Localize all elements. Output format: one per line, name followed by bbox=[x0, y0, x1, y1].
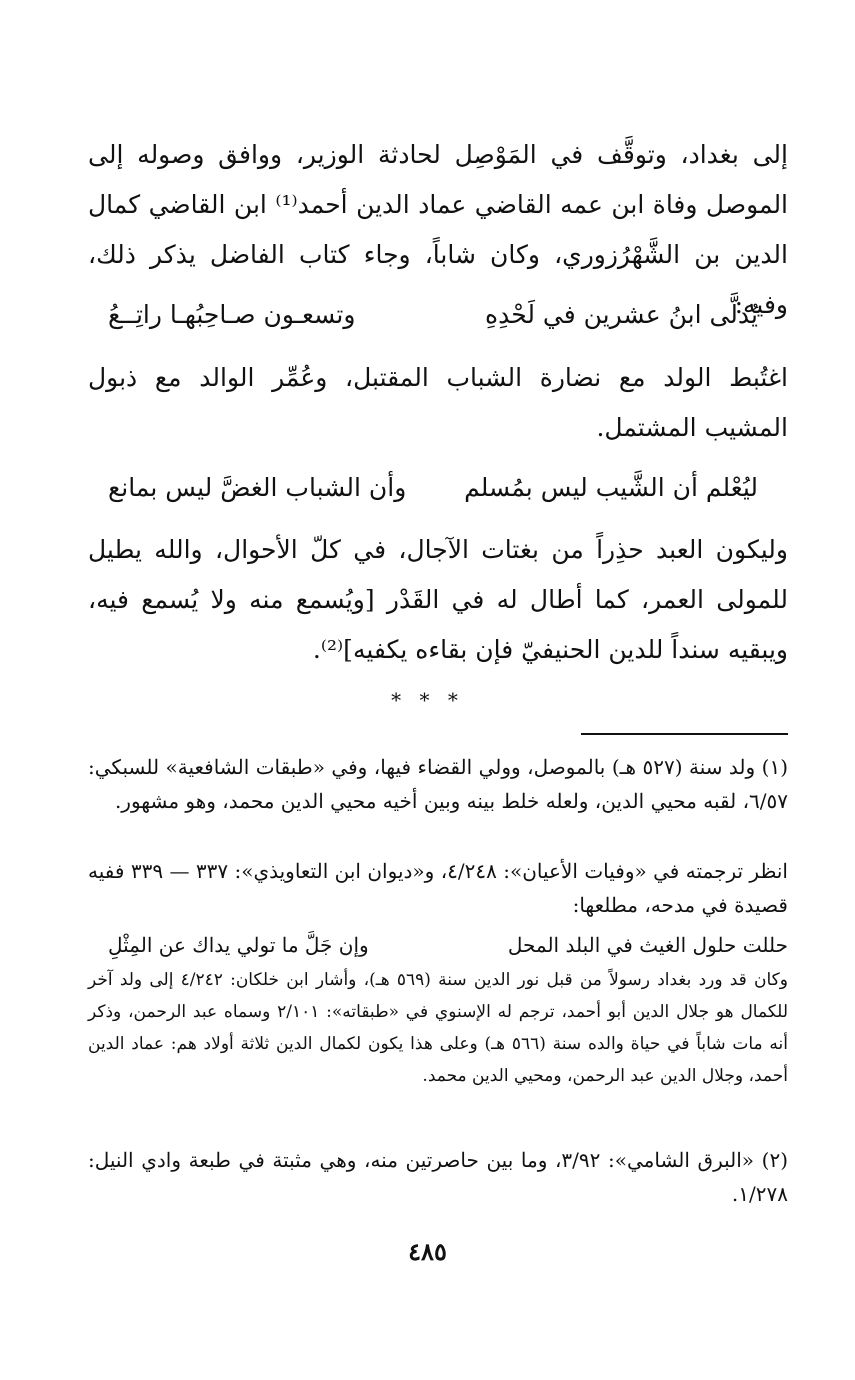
section-separator: * * * bbox=[391, 688, 464, 712]
verse-2-second-hemistich: وأن الشباب الغضَّ ليس بمانع bbox=[108, 473, 407, 502]
verse-2 bbox=[88, 463, 788, 513]
page-number: ٤٨٥ bbox=[408, 1237, 447, 1266]
main-paragraph-2: اغتُبط الولد مع نضارة الشباب المقتبل، وعُمِّر الوالد مع ذبول المشيب المشتمل. bbox=[88, 363, 788, 442]
footnote-1-continuation: وكان قد ورد بغداد رسولاً من قبل نور الدين سنة (٥٦٩ هـ)، وأشار ابن خلكان: ٤/٢٤٢ إلى ولد آخر للكمال هو جلال الدين أبو أحمد، ترجم له الإسنوي في «طبقاته»: ٢/١٠١ وسماه عبد الرحمن، وذكر أنه مات شاباً في حياة والده سنة (٥٦٦ هـ) وعلى هذا يكون لكمال الدين ثلاثة أولاد هم: عماد الدين أحمد، وجلال الدين عبد الرحمن، ومحيي الدين محمد. bbox=[88, 970, 788, 1086]
footnote-1: (١) ولد سنة (٥٢٧ هـ) بالموصل، وولي القضاء فيها، وفي «طبقات الشافعية» للسبكي: ٦/٥٧، لقبه محيي الدين، ولعله خلط بينه وبين أخيه محيي الدين محمد، وهو مشهور. bbox=[88, 755, 788, 813]
footnote-2: (٢) «البرق الشامي»: ٣/٩٢، وما بين حاصرتين منه، وهي مثبتة في طبعة وادي النيل: ١/٢٧٨. bbox=[88, 1148, 788, 1206]
footnote-verse bbox=[88, 928, 788, 962]
verse-2-first-hemistich: ليُعْلم أن الشَّيب ليس بمُسلم bbox=[464, 473, 758, 502]
main-paragraph-1: إلى بغداد، وتوقَّف في المَوْصِل لحادثة الوزير، ووافق وصوله إلى الموصل وفاة ابن عمه القاضي عماد الدين أحمد⁽¹⁾ ابن القاضي كمال الدين بن الشَّهْرُزوري، وكان شاباً، وجاء كتاب الفاضل يذكر ذلك، وفيه: bbox=[88, 140, 789, 319]
footnote-verse-first-hemistich: حللت حلول الغيث في البلد المحل bbox=[507, 933, 788, 957]
main-paragraph-3: وليكون العبد حذِراً من بغتات الآجال، في كلّ الأحوال، والله يطيل للمولى العمر، كما أطال له في القَدْر [ويُسمع منه ولا يُسمع فيه، ويبقيه سنداً للدين الحنيفيّ فإن بقاءه يكفيه]⁽²⁾. bbox=[88, 535, 788, 664]
footnote-rule bbox=[581, 733, 788, 735]
verse-1-second-hemistich: وتسعـون صـاحِبُهـا راتِــعُ bbox=[108, 300, 356, 329]
footnote-1-reference: انظر ترجمته في «وفيات الأعيان»: ٤/٢٤٨، و«ديوان ابن التعاويذي»: ٣٣٧ — ٣٣٩ ففيه قصيدة في مدحه، مطلعها: bbox=[88, 859, 788, 917]
verse-1-first-hemistich: يُدلَّى ابنُ عشرين في لَحْدِهِ bbox=[484, 300, 758, 329]
verse-1 bbox=[88, 290, 788, 340]
footnote-verse-second-hemistich: وإن جَلَّ ما تولي يداك عن المِثْلِ bbox=[108, 933, 369, 957]
